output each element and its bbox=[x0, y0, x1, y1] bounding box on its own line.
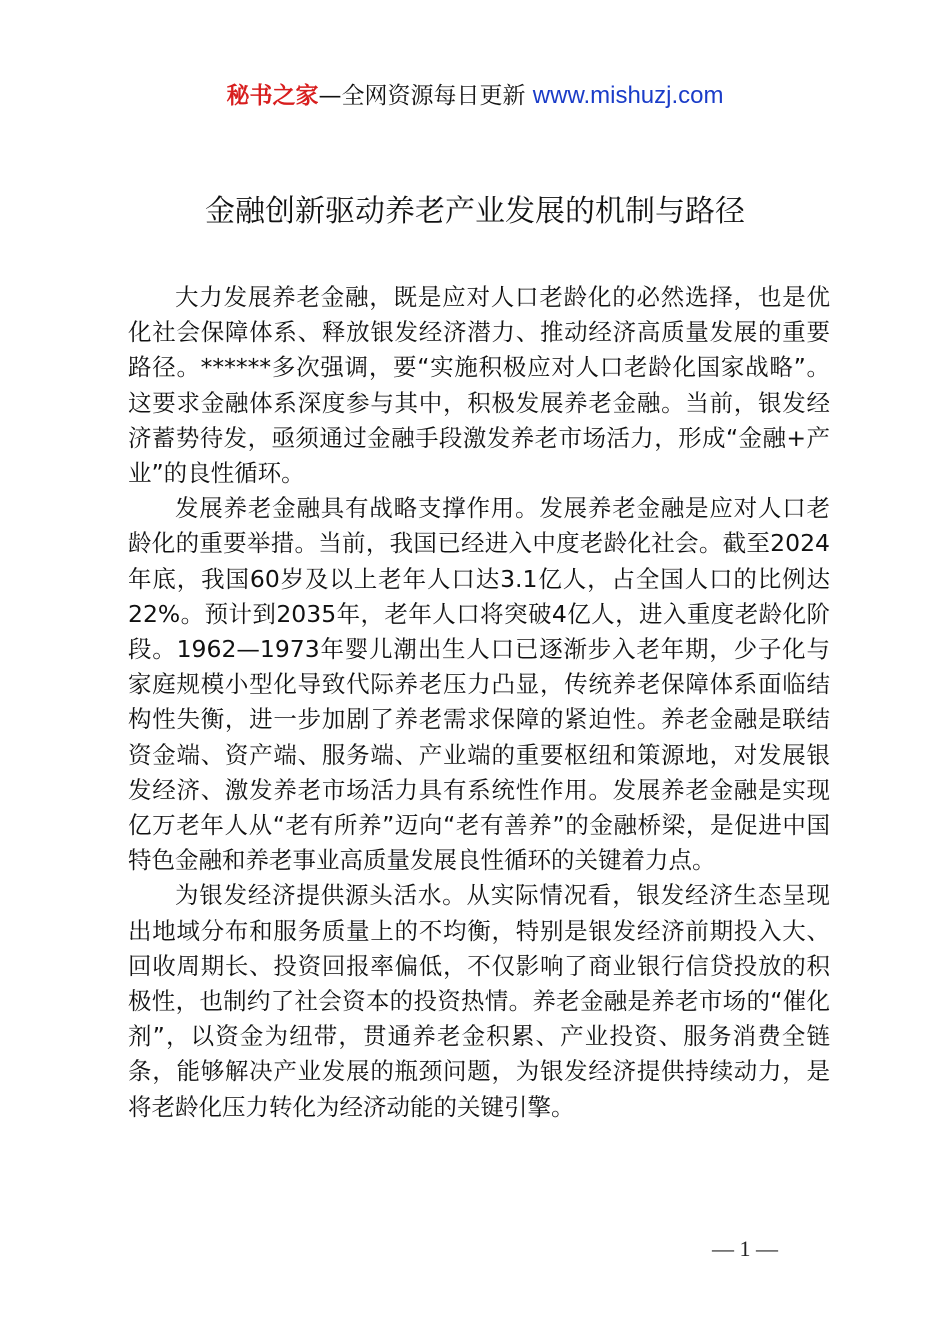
document-title: 金融创新驱动养老产业发展的机制与路径 bbox=[205, 194, 745, 229]
document-body bbox=[128, 280, 830, 1125]
paragraph-1: 大力发展养老金融，既是应对人口老龄化的必然选择，也是优化社会保障体系、释放银发经济潜力、推动经济高质量发展的重要路径。******多次强调，要“实施积极应对人口老龄化国家战略”。这要求金融体系深度参与其中，积极发展养老金融。当前，银发经济蓄势待发，亟须通过金融手段激发养老市场活力，形成“金融+产业”的良性循环。 bbox=[128, 283, 830, 488]
site-slogan: —全网资源每日更新 bbox=[318, 83, 526, 109]
paragraph-2: 发展养老金融具有战略支撑作用。发展养老金融是应对人口老龄化的重要举措。当前，我国已经进入中度老龄化社会。截至2024年底，我国60岁及以上老年人口达3.1亿人，占全国人口的比例达22%。预计到2035年，老年人口将突破4亿人，进入重度老龄化阶段。1962—1973年婴儿潮出生人口已逐渐步入老年期，少子化与家庭规模小型化导致代际养老压力凸显，传统养老保障体系面临结构性失衡，进一步加剧了养老需求保障的紧迫性。养老金融是联结资金端、资产端、服务端、产业端的重要枢纽和策源地，对发展银发经济、激发养老市场活力具有系统性作用。发展养老金融是实现亿万老年人从“老有所养”迈向“老有善养”的金融桥梁，是促进中国特色金融和养老事业高质量发展良性循环的关键着力点。 bbox=[128, 494, 830, 875]
site-brand: 秘书之家 bbox=[226, 83, 319, 109]
page-number: — 1 — bbox=[712, 1236, 778, 1261]
paragraph-3: 为银发经济提供源头活水。从实际情况看，银发经济生态呈现出地域分布和服务质量上的不均衡，特别是银发经济前期投入大、回收周期长、投资回报率偏低，不仅影响了商业银行信贷投放的积极性，也制约了社会资本的投资热情。养老金融是养老市场的“催化剂”，以资金为纽带，贯通养老金积累、产业投资、服务消费全链条，能够解决产业发展的瓶颈问题，为银发经济提供持续动力，是将老龄化压力转化为经济动能的关键引擎。 bbox=[128, 881, 830, 1121]
site-header bbox=[0, 80, 950, 112]
site-url-link[interactable]: www.mishuzj.com bbox=[532, 82, 724, 109]
